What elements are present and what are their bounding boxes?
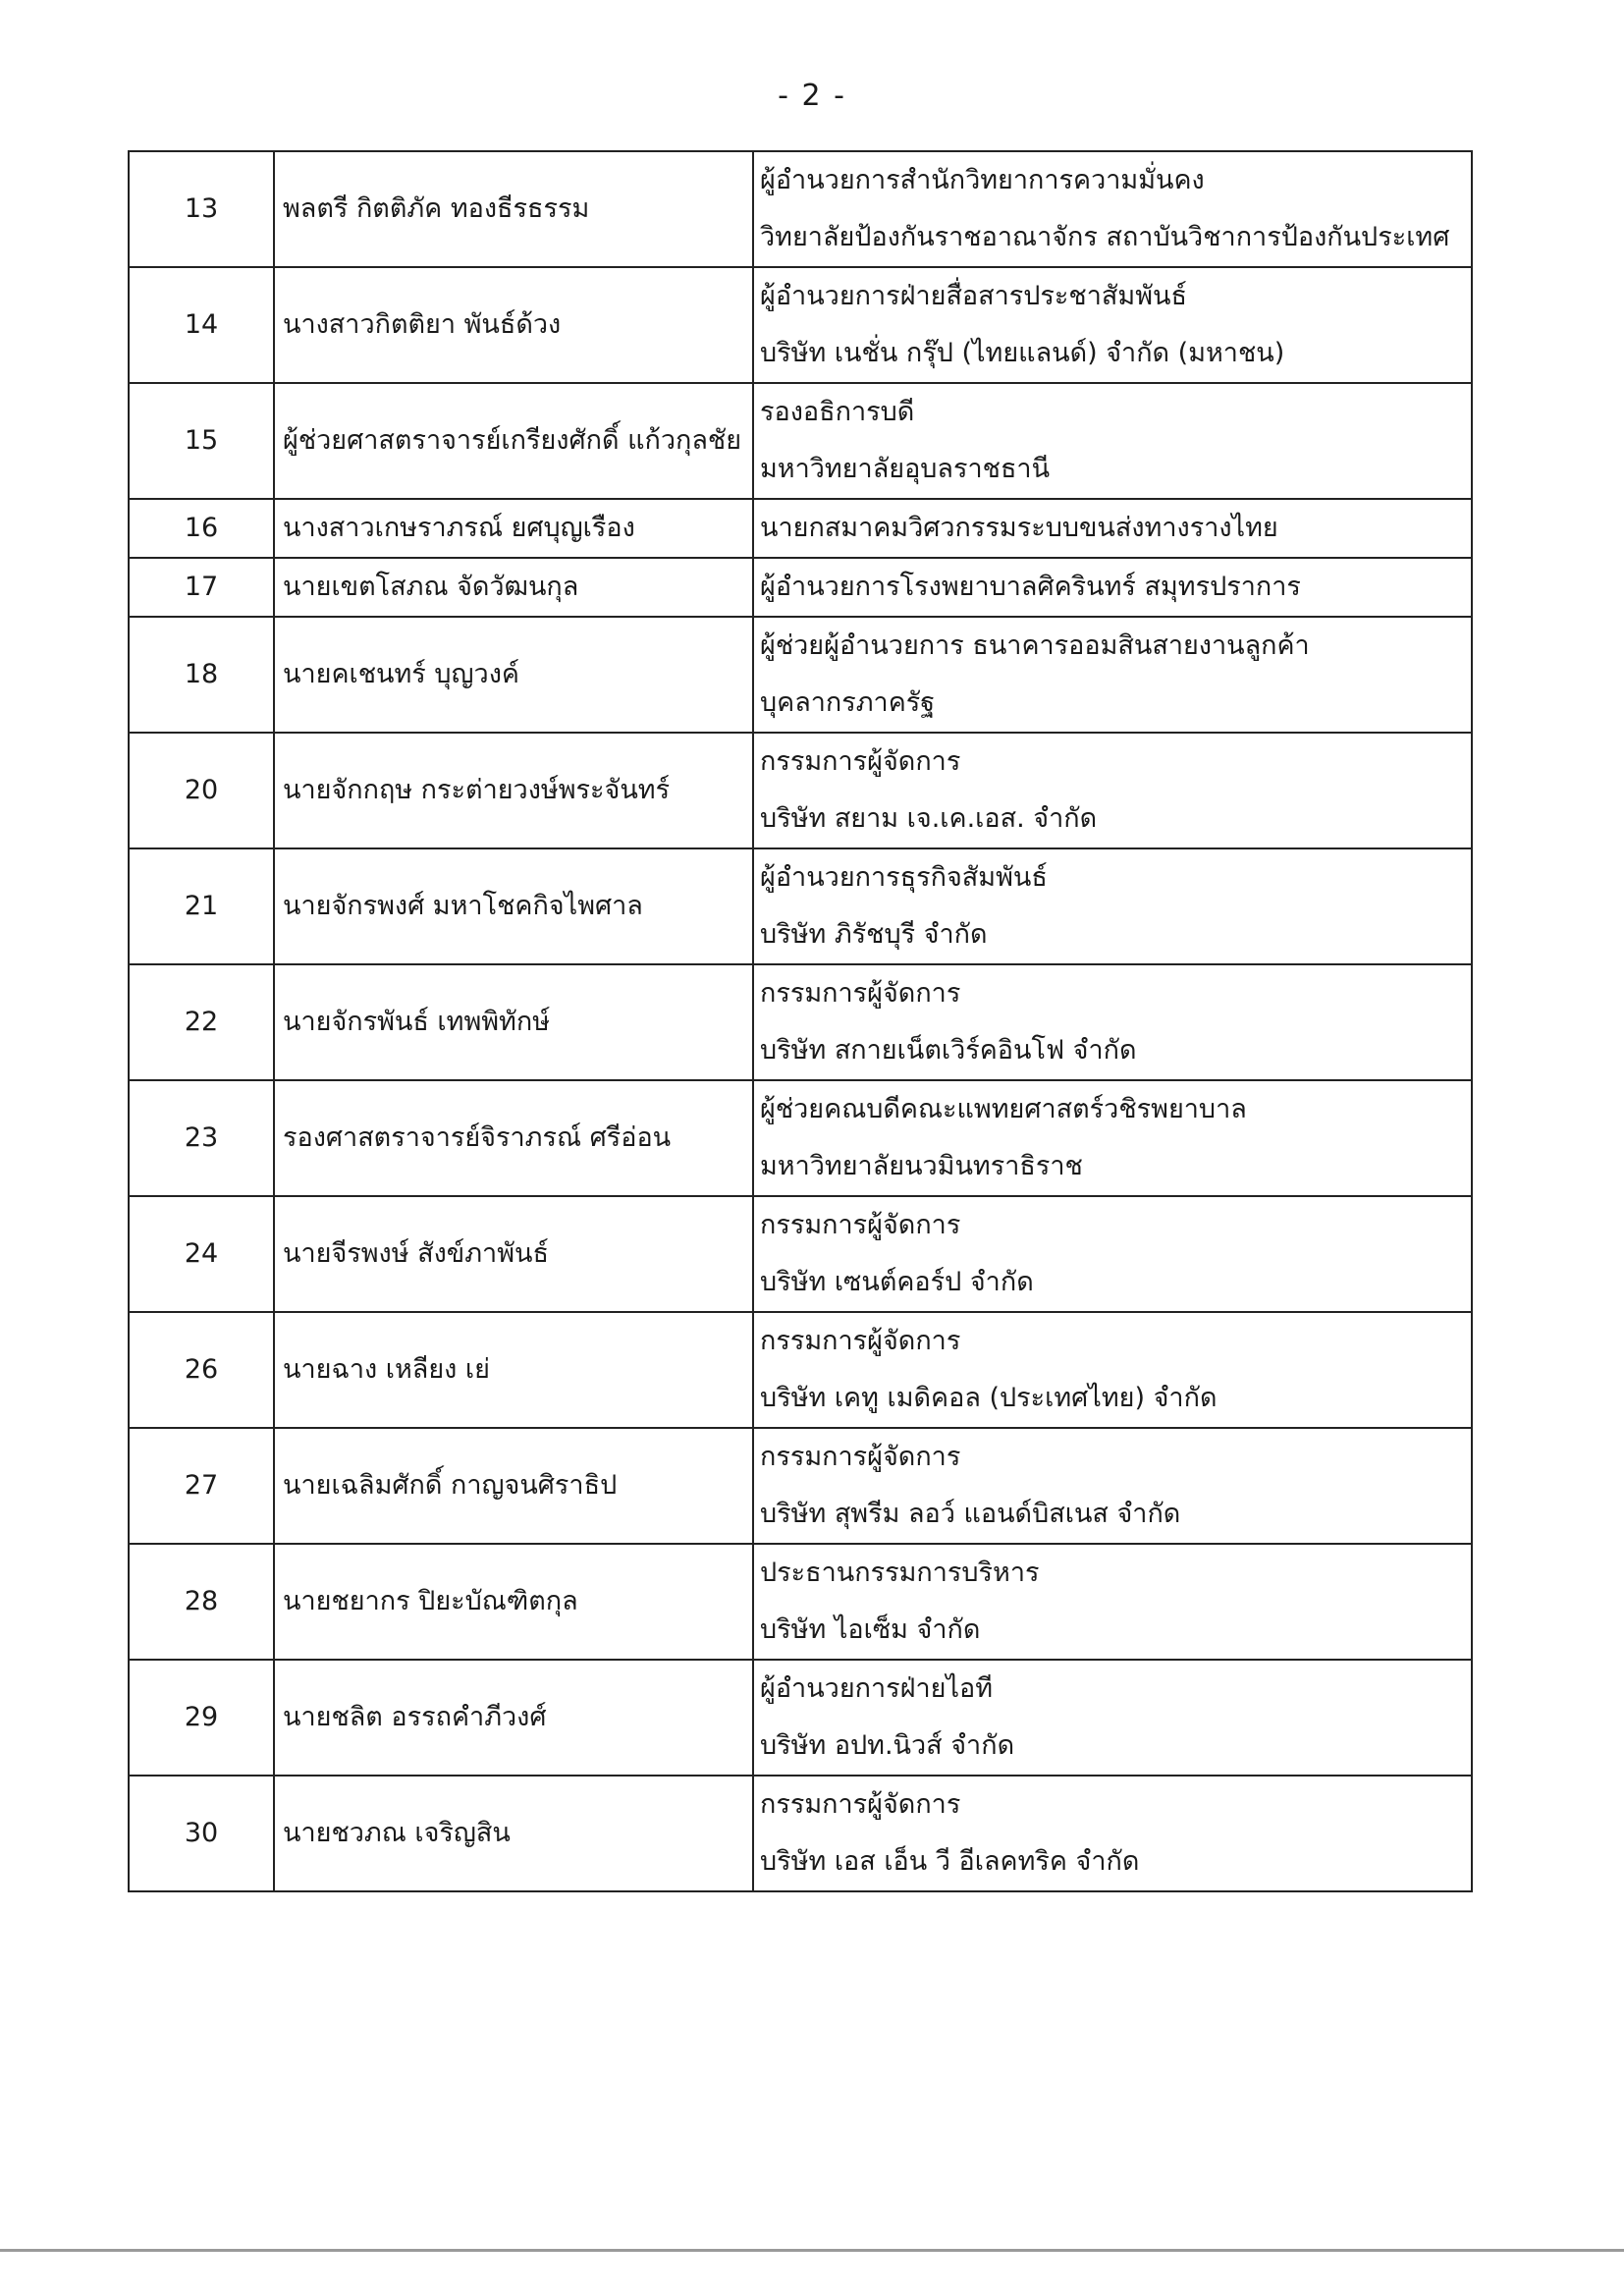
row-number: 28 xyxy=(129,1544,274,1660)
row-number: 21 xyxy=(129,848,274,964)
member-name: นางสาวเกษราภรณ์ ยศบุญเรือง xyxy=(274,499,753,558)
member-position xyxy=(753,151,1472,267)
row-number: 26 xyxy=(129,1312,274,1428)
member-position xyxy=(753,1544,1472,1660)
table-row xyxy=(129,733,1472,848)
row-number: 23 xyxy=(129,1080,274,1196)
member-name: นายคเชนทร์ บุญวงค์ xyxy=(274,617,753,733)
position-line: ผู้อำนวยการสำนักวิทยาการความมั่นคง xyxy=(760,165,1205,195)
row-number: 24 xyxy=(129,1196,274,1312)
member-name: นายจักรพันธ์ เทพพิทักษ์ xyxy=(274,964,753,1080)
position-line: บริษัท เอส เอ็น วี อีเลคทริค จำกัด xyxy=(760,1846,1140,1877)
member-name: นายจักรพงศ์ มหาโชคกิจไพศาล xyxy=(274,848,753,964)
position-line: นายกสมาคมวิศวกรรมระบบขนส่งทางรางไทย xyxy=(760,513,1278,543)
member-position xyxy=(753,1312,1472,1428)
member-name: นายจักกฤษ กระต่ายวงษ์พระจันทร์ xyxy=(274,733,753,848)
table-row xyxy=(129,499,1472,558)
table-row xyxy=(129,1080,1472,1196)
footer-divider xyxy=(0,2249,1624,2252)
position-line: บริษัท ไอเซ็ม จำกัด xyxy=(760,1614,981,1645)
position-line: บริษัท เซนต์คอร์ป จำกัด xyxy=(760,1267,1034,1297)
position-line: มหาวิทยาลัยนวมินทราธิราช xyxy=(760,1151,1083,1181)
member-name: นางสาวกิตติยา พันธ์ด้วง xyxy=(274,267,753,383)
row-number: 17 xyxy=(129,558,274,617)
row-number: 13 xyxy=(129,151,274,267)
member-position xyxy=(753,499,1472,558)
position-line: บริษัท สุพรีม ลอว์ แอนด์บิสเนส จำกัด xyxy=(760,1499,1181,1529)
row-number: 30 xyxy=(129,1776,274,1891)
row-number: 14 xyxy=(129,267,274,383)
position-line: กรรมการผู้จัดการ xyxy=(760,1326,961,1356)
position-line: ผู้อำนวยการฝ่ายไอที xyxy=(760,1673,994,1704)
row-number: 29 xyxy=(129,1660,274,1776)
member-position xyxy=(753,733,1472,848)
table-row xyxy=(129,1312,1472,1428)
position-line: ผู้ช่วยผู้อำนวยการ ธนาคารออมสินสายงานลูกค้า xyxy=(760,630,1310,661)
position-line: กรรมการผู้จัดการ xyxy=(760,1789,961,1820)
member-name: นายเขตโสภณ จัดวัฒนกุล xyxy=(274,558,753,617)
member-position xyxy=(753,558,1472,617)
table-row xyxy=(129,1544,1472,1660)
member-position xyxy=(753,617,1472,733)
position-line: ผู้อำนวยการโรงพยาบาลศิครินทร์ สมุทรปราการ xyxy=(760,572,1301,602)
table-row xyxy=(129,1776,1472,1891)
member-name: นายเฉลิมศักดิ์ กาญจนศิราธิป xyxy=(274,1428,753,1544)
row-number: 22 xyxy=(129,964,274,1080)
position-line: กรรมการผู้จัดการ xyxy=(760,1442,961,1472)
table-row xyxy=(129,1660,1472,1776)
position-line: ผู้ช่วยคณบดีคณะแพทยศาสตร์วชิรพยาบาล xyxy=(760,1094,1247,1124)
row-number: 20 xyxy=(129,733,274,848)
table-row xyxy=(129,151,1472,267)
table-row xyxy=(129,267,1472,383)
row-number: 18 xyxy=(129,617,274,733)
member-name: นายชวภณ เจริญสิน xyxy=(274,1776,753,1891)
position-line: ประธานกรรมการบริหาร xyxy=(760,1558,1040,1588)
row-number: 27 xyxy=(129,1428,274,1544)
member-table-container xyxy=(128,150,1473,1892)
table-row xyxy=(129,383,1472,499)
row-number: 16 xyxy=(129,499,274,558)
member-name: รองศาสตราจารย์จิราภรณ์ ศรีอ่อน xyxy=(274,1080,753,1196)
member-name: ผู้ช่วยศาสตราจารย์เกรียงศักดิ์ แก้วกุลชัย xyxy=(274,383,753,499)
member-name: นายชยากร ปิยะบัณฑิตกุล xyxy=(274,1544,753,1660)
member-table xyxy=(128,150,1473,1892)
member-name: นายชลิต อรรถคำภีวงศ์ xyxy=(274,1660,753,1776)
position-line: มหาวิทยาลัยอุบลราชธานี xyxy=(760,454,1051,484)
member-position xyxy=(753,964,1472,1080)
position-line: ผู้อำนวยการฝ่ายสื่อสารประชาสัมพันธ์ xyxy=(760,281,1187,311)
position-line: วิทยาลัยป้องกันราชอาณาจักร สถาบันวิชาการป้องกันประเทศ xyxy=(760,222,1450,252)
member-position xyxy=(753,1080,1472,1196)
member-name: นายจีรพงษ์ สังข์ภาพันธ์ xyxy=(274,1196,753,1312)
table-row xyxy=(129,1196,1472,1312)
member-table-body xyxy=(129,151,1472,1891)
position-line: บริษัท เนชั่น กรุ๊ป (ไทยแลนด์) จำกัด (มหาชน) xyxy=(760,338,1285,368)
member-position xyxy=(753,1428,1472,1544)
position-line: กรรมการผู้จัดการ xyxy=(760,746,961,777)
position-line: บริษัท สกายเน็ตเวิร์คอินโฟ จำกัด xyxy=(760,1035,1137,1066)
table-row xyxy=(129,1428,1472,1544)
position-line: บุคลากรภาครัฐ xyxy=(760,687,936,718)
table-row xyxy=(129,964,1472,1080)
position-line: บริษัท สยาม เจ.เค.เอส. จำกัด xyxy=(760,803,1098,834)
member-position xyxy=(753,1776,1472,1891)
member-name: พลตรี กิตติภัค ทองธีรธรรม xyxy=(274,151,753,267)
page-number: - 2 - xyxy=(778,79,846,113)
position-line: กรรมการผู้จัดการ xyxy=(760,1210,961,1240)
position-line: รองอธิการบดี xyxy=(760,397,915,427)
member-position xyxy=(753,1196,1472,1312)
position-line: บริษัท ภิรัชบุรี จำกัด xyxy=(760,919,988,950)
member-position xyxy=(753,267,1472,383)
position-line: กรรมการผู้จัดการ xyxy=(760,978,961,1009)
table-row xyxy=(129,848,1472,964)
table-row xyxy=(129,617,1472,733)
position-line: บริษัท อปท.นิวส์ จำกัด xyxy=(760,1730,1015,1761)
member-name: นายฉาง เหลียง เย่ xyxy=(274,1312,753,1428)
position-line: บริษัท เคทู เมดิคอล (ประเทศไทย) จำกัด xyxy=(760,1383,1218,1413)
member-position xyxy=(753,848,1472,964)
member-position xyxy=(753,383,1472,499)
row-number: 15 xyxy=(129,383,274,499)
table-row xyxy=(129,558,1472,617)
position-line: ผู้อำนวยการธุรกิจสัมพันธ์ xyxy=(760,862,1048,893)
member-position xyxy=(753,1660,1472,1776)
